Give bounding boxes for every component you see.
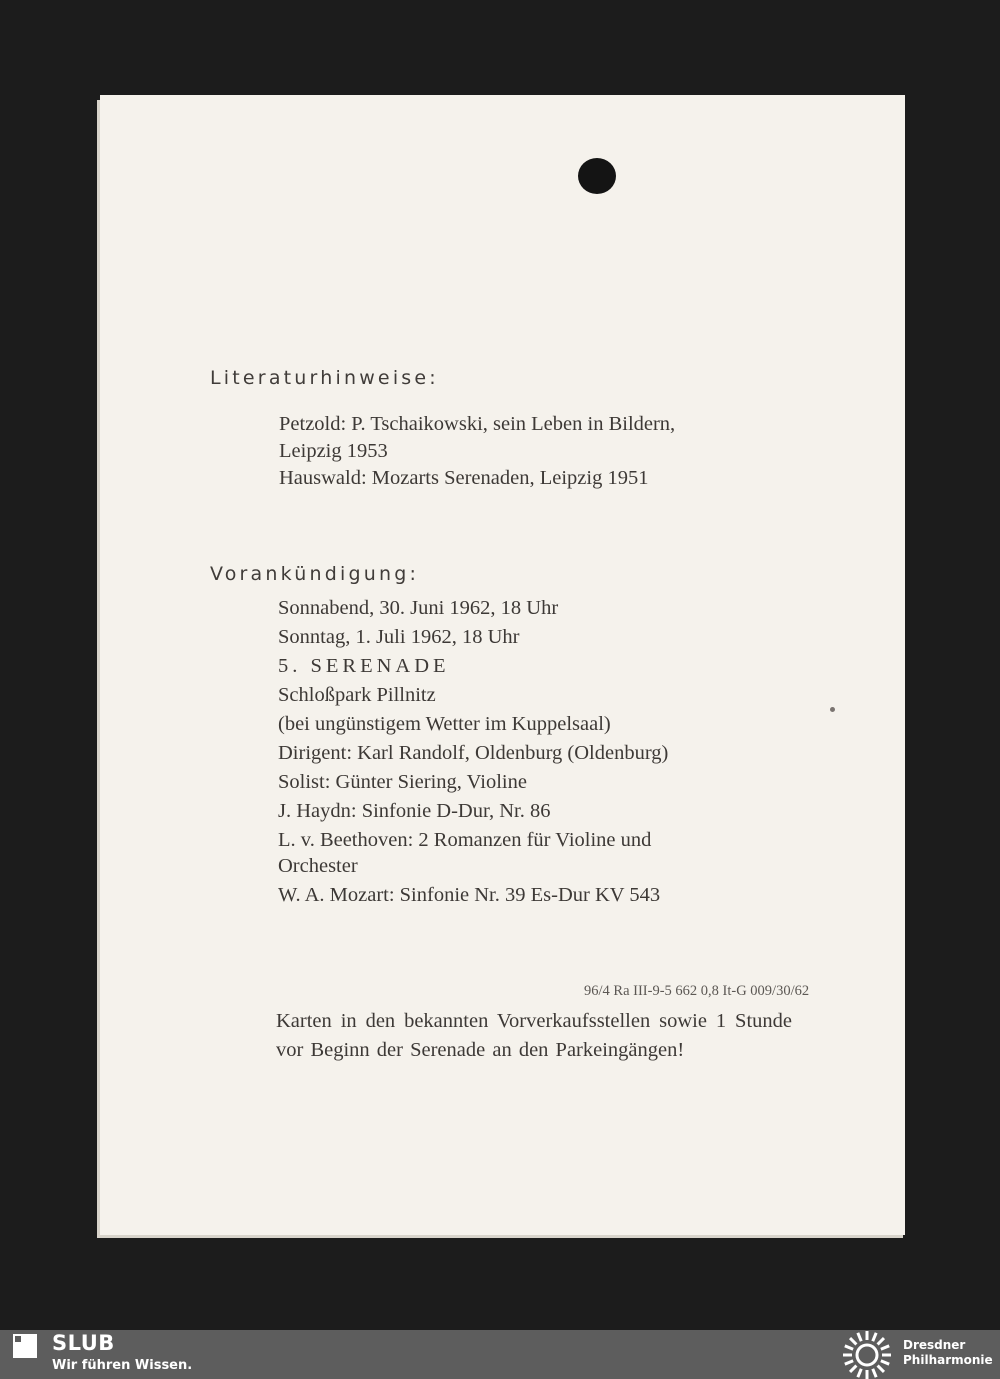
library-name: SLUB [52,1331,115,1355]
announcement-soloist: Solist: Günter Siering, Violine [278,771,527,793]
partner-name-line2: Philharmonie [903,1353,993,1367]
announcement-program-item: W. A. Mozart: Sinfonie Nr. 39 Es-Dur KV 543 [278,884,661,906]
announcement-program-item: Orchester [278,855,358,877]
announcement-venue: Schloßpark Pillnitz [278,684,436,706]
announcement-venue-note: (bei ungünstigem Wetter im Kuppelsaal) [278,713,611,735]
partner-name [903,1338,993,1368]
paper-speck [830,707,835,712]
print-code: 96/4 Ra III-9-5 662 0,8 It-G 009/30/62 [584,983,810,999]
announcement-conductor: Dirigent: Karl Randolf, Oldenburg (Oldenburg) [278,742,669,764]
announcement-heading: Vorankündigung: [210,563,420,585]
library-tagline: Wir führen Wissen. [52,1358,193,1373]
announcement-program-item: J. Haydn: Sinfonie D-Dur, Nr. 86 [278,800,551,822]
literature-list [279,411,675,492]
announcement-list [278,594,668,910]
footer-bar [0,1330,1000,1379]
punch-hole [578,158,616,194]
announcement-program-item: L. v. Beethoven: 2 Romanzen für Violine und [278,829,652,851]
announcement-date-2: Sonntag, 1. Juli 1962, 18 Uhr [278,626,520,648]
literature-line: Hauswald: Mozarts Serenaden, Leipzig 1951 [279,467,649,489]
literature-line: Petzold: P. Tschaikowski, sein Leben in Bildern, [279,413,676,435]
slub-book-icon [12,1333,38,1359]
announcement-title: 5. SERENADE [278,655,450,677]
announcement-date-1: Sonnabend, 30. Juni 1962, 18 Uhr [278,597,559,619]
literature-line: Leipzig 1953 [279,440,388,462]
partner-name-line1: Dresdner [903,1338,966,1352]
philharmonie-sunburst-icon [840,1330,894,1379]
literature-heading: Literaturhinweise: [210,367,439,389]
ticket-info: Karten in den bekannten Vorverkaufsstellen sowie 1 Stunde vor Beginn der Serenade an den Parkeingängen! [276,1010,792,1061]
program-sheet [100,95,905,1235]
